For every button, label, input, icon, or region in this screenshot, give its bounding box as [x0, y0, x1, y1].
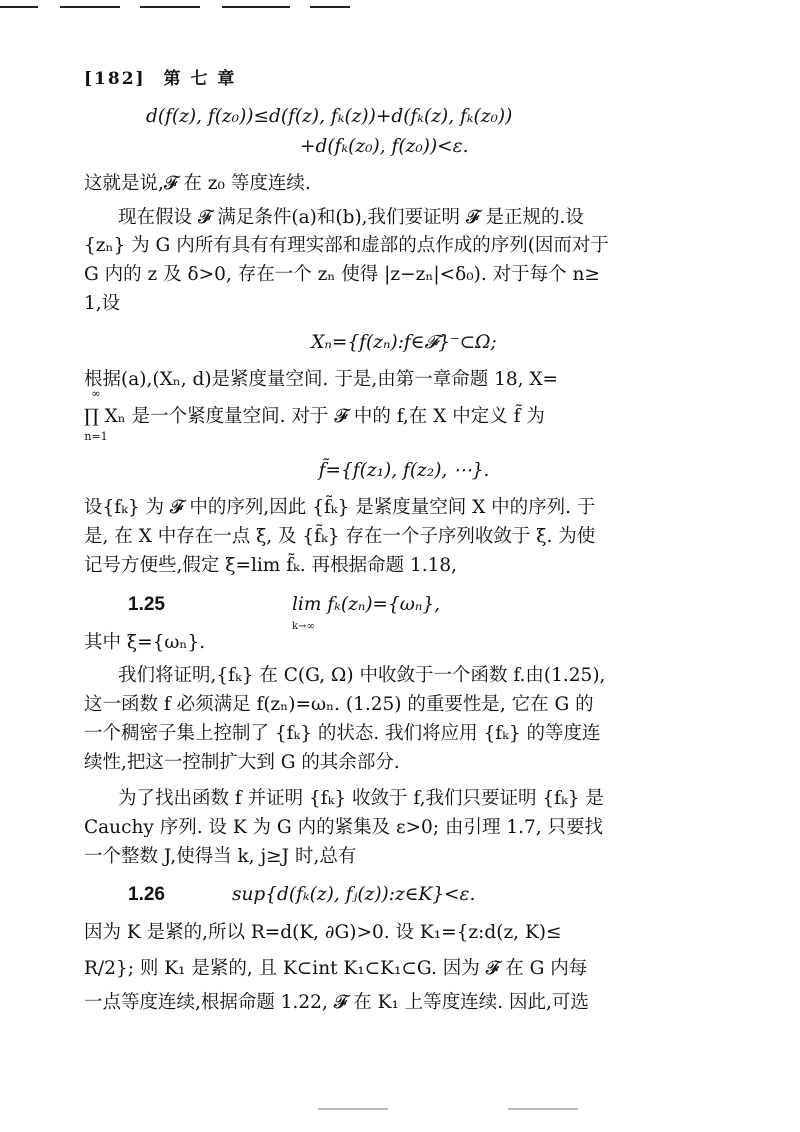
text-line: 因为 K 是紧的,所以 R=d(K, ∂G)>0. 设 K₁={z:d(z, K)≤: [84, 922, 562, 943]
text-line: 记号方便些,假定 ξ=lim f̃ₖ. 再根据命题 1.18,: [84, 555, 458, 576]
equation-line: d(f(z), f(z₀))≤d(f(z), fₖ(z))+d(fₖ(z), fₖ(z₀)): [146, 106, 513, 127]
equation-xn: Xₙ={f(zₙ):f∈𝓕}⁻⊂Ω;: [311, 332, 497, 353]
text-line: 一点等度连续,根据命题 1.22, 𝓕 在 K₁ 上等度连续. 因此,可选: [84, 992, 589, 1013]
text-line: 一个整数 J,使得当 k, j≥J 时,总有: [84, 846, 357, 867]
equation-line: +d(fₖ(z₀), f(z₀))<ε.: [300, 136, 469, 157]
text-line: 我们将证明,{fₖ} 在 C(G, Ω) 中收敛于一个函数 f.由(1.25),: [118, 665, 606, 686]
text-line: 是, 在 X 中存在一点 ξ, 及 {f̃ₖ} 存在一个子序列收敛于 ξ. 为使: [84, 526, 596, 547]
text-line: 1,设: [84, 293, 121, 314]
product-lower-limit: n=1: [84, 430, 108, 443]
text-line: 设{fₖ} 为 𝓕 中的序列,因此 {f̃ₖ} 是紧度量空间 X 中的序列. 于: [84, 497, 596, 518]
page-header: [84, 66, 724, 92]
product-line: [84, 387, 724, 443]
scan-artifact: [318, 1108, 388, 1110]
text-line: 现在假设 𝓕 满足条件(a)和(b),我们要证明 𝓕 是正规的.设: [118, 207, 584, 228]
text-line: G 内的 z 及 δ>0, 存在一个 zₙ 使得 |z−zₙ|<δ₀). 对于每个 n≥: [84, 264, 600, 285]
equation-ftilde: f̃={f(z₁), f(z₂), ⋯}.: [318, 460, 490, 481]
chapter-title: 第 七 章: [163, 69, 237, 89]
equation-125: lim fₖ(zₙ)={ωₙ},: [292, 594, 441, 615]
text-line: 一个稠密子集上控制了 {fₖ} 的状态. 我们将应用 {fₖ} 的等度连: [84, 723, 601, 744]
limit-subscript: k→∞: [292, 621, 315, 632]
text-line: 这就是说,𝓕 在 z₀ 等度连续.: [84, 173, 311, 194]
equation-label: 1.26: [128, 884, 165, 905]
product-text: ∏ Xₙ 是一个紧度量空间. 对于 𝓕 中的 f,在 X 中定义 f̃ 为: [84, 406, 545, 427]
text-line: 续性,把这一控制扩大到 G 的其余部分.: [84, 752, 400, 773]
text-line: Cauchy 序列. 设 K 为 G 内的紧集及 ε>0; 由引理 1.7, 只要找: [84, 817, 604, 838]
product-limits: [84, 388, 108, 400]
text-line: 其中 ξ={ωₙ}.: [84, 632, 206, 653]
equation-label: 1.25: [128, 594, 165, 615]
product-upper: ∞: [91, 387, 101, 400]
text-line: {zₙ} 为 G 内所有具有有理实部和虚部的点作成的序列(因而对于: [84, 235, 609, 256]
equation-126: sup{d(fₖ(z), fⱼ(z)):z∈K}<ε.: [232, 884, 476, 905]
scan-artifact: [508, 1108, 578, 1110]
text-line: 这一函数 f 必须满足 f(zₙ)=ωₙ. (1.25) 的重要性是, 它在 G 的: [84, 694, 594, 715]
text-line: R/2}; 则 K₁ 是紧的, 且 K⊂int K₁⊂K₁⊂G. 因为 𝓕 在 G 内每: [84, 958, 588, 979]
text-line: 为了找出函数 f 并证明 {fₖ} 收敛于 f,我们只要证明 {fₖ} 是: [118, 788, 604, 809]
page-number: [182]: [84, 69, 146, 89]
text-line: 根据(a),(Xₙ, d)是紧度量空间. 于是,由第一章命题 18, X=: [84, 369, 559, 390]
